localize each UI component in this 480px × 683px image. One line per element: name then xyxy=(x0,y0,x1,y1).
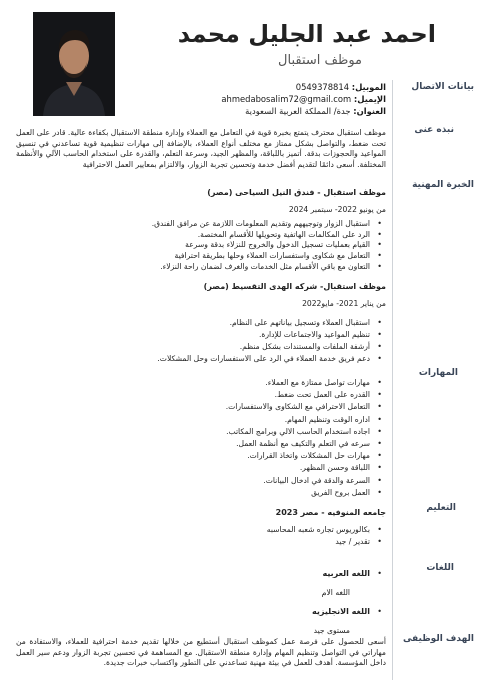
job-title: موظف استقبال- شركه الهدى التقسيط (مصر) xyxy=(203,282,386,291)
candidate-name: احمد عبد الجليل محمد xyxy=(177,20,436,48)
list-item: • بكالوريوس تجاره شعبه المحاسبه xyxy=(267,524,370,536)
language-level: اللغه الام xyxy=(321,588,350,597)
experience-block xyxy=(157,282,386,365)
list-item: • القدره على العمل تحت ضغط. xyxy=(226,389,370,401)
list-item: • اجاده استخدام الحاسب الالي وبرامج المكاتب. xyxy=(226,426,370,438)
list-item: • السرعة والدقة في ادخال البيانات. xyxy=(226,475,370,487)
list-item: • الرد على المكالمات الهاتفية وتحويلها للأقسام المختصة. xyxy=(152,230,370,241)
list-item: • التعامل مع شكاوى واستفسارات العملاء وحلها بطريقة احترافية xyxy=(152,251,370,262)
list-item: • العمل بروح الفريق xyxy=(226,487,370,499)
list-item: • استقبال الزوار وتوجيههم وتقديم المعلومات اللازمة عن مرافق الفندق. xyxy=(152,219,370,230)
contact-block xyxy=(221,81,386,117)
section-title-education: التعليم xyxy=(426,503,456,513)
list-item: • سرعه في التعلم والتكيف مع أنظمة العمل. xyxy=(226,438,370,450)
list-item: • دعم فريق خدمة العملاء في الرد على الاستفسارات وحل المشكلات. xyxy=(157,353,370,365)
language-item xyxy=(312,567,370,599)
section-title-contact: بيانات الاتصال xyxy=(411,82,474,92)
list-item: • التعامل الاحترافي مع الشكاوى والاستفسارات. xyxy=(226,401,370,413)
language-item xyxy=(312,605,370,637)
language-name: • اللغه الانجليزيه xyxy=(312,607,370,616)
experience-block xyxy=(152,188,386,272)
skills-block xyxy=(226,377,386,499)
skills-list xyxy=(226,377,386,499)
job-date: من يناير 2021- مايو2022 xyxy=(302,298,386,308)
mobile-label: الموبيل: xyxy=(351,82,386,92)
education-list xyxy=(267,524,386,548)
list-item: • أرشفة الملفات والمستندات بشكل منظم. xyxy=(157,341,370,353)
contact-address-row xyxy=(221,105,386,117)
profile-photo xyxy=(33,12,115,116)
job-duties-list xyxy=(157,317,386,365)
address-value: جدة/ المملكة العربية السعودية xyxy=(245,106,351,116)
contact-mobile-row xyxy=(221,81,386,93)
list-item: • اللباقة وحسن المظهر. xyxy=(226,462,370,474)
language-name: • اللغه العربيه xyxy=(322,569,370,578)
list-item: • القيام بعمليات تسجيل الدخول والخروج للنزلاء بدقة وسرعة xyxy=(152,240,370,251)
person-photo-icon xyxy=(33,12,115,116)
education-school: جامعه المنوفيه - مصر 2023 xyxy=(275,508,386,517)
section-title-languages: اللغات xyxy=(426,563,454,573)
candidate-title: موظف استقبال xyxy=(278,53,362,68)
section-divider xyxy=(392,80,393,680)
section-title-objective: الهدف الوظيفى xyxy=(402,634,474,644)
email-value[interactable]: ahmedabosalim72@gmail.com xyxy=(221,94,352,104)
list-item: • مهارات تواصل ممتازة مع العملاء. xyxy=(226,377,370,389)
list-item: • مهارات حل المشكلات واتخاذ القرارات. xyxy=(226,450,370,462)
about-paragraph: موظف استقبال محترف يتمتع بخبرة قوية في التعامل مع العملاء وإدارة منطقة الاستقبال بكفاءة عالية. قادر على العمل تحت ضغط، والتواصل بشكل ممتاز مع مختلف أنواع العملاء، بالإضافة إلى مهارات تنظيمية قوية تساعدني في تنسيق المواعيد والحجوزات بدقة. أتميز باللباقة، والمظهر الجيد، وسرعة التعلم، والقدرة على استخدام الحاسب الآلي والأنظمة المختلفة. أسعى دائمًا لتقديم أفضل خدمة وتحسين تجربة الزوار، والالتزام بمعايير العمل الاحترافية xyxy=(16,128,386,169)
mobile-value[interactable]: 0549378814 xyxy=(295,82,350,92)
address-label: العنوان: xyxy=(353,106,386,116)
languages-list xyxy=(312,567,386,637)
objective-paragraph: أسعى للحصول على فرصة عمل كموظف استقبال أستطيع من خلالها تقديم خدمة احترافية للعملاء، والاستفادة من مهاراتي في التواصل وتنظيم المهام وإدارة منطقة الاستقبال. مع المساهمة في تحسين تجربة الزوار ودعم سير العمل داخل المؤسسة. أهدف للعمل في بيئة مهنية تساعدني على التطور واكتساب خبرات جديدة. xyxy=(16,637,386,668)
language-level: مستوى جيد xyxy=(313,626,350,635)
section-title-about: نبذه عنى xyxy=(414,125,454,135)
job-title: موظف استقبال - فندق النيل السياحى (مصر) xyxy=(207,188,386,197)
list-item: • التعاون مع باقي الأقسام مثل الخدمات والغرف لضمان راحة النزلاء. xyxy=(152,262,370,273)
job-date: من يونيو 2022- سبتمبر 2024 xyxy=(288,204,386,214)
languages-block xyxy=(312,567,386,637)
education-block xyxy=(267,508,386,548)
contact-email-row xyxy=(221,93,386,105)
list-item: • تنظيم المواعيد والاجتماعات للإدارة. xyxy=(157,329,370,341)
list-item: • استقبال العملاء وتسجيل بياناتهم على النظام. xyxy=(157,317,370,329)
section-title-skills: المهارات xyxy=(418,368,458,378)
job-duties-list xyxy=(152,219,386,272)
list-item: • تقدير / جيد xyxy=(267,536,370,548)
email-label: الإيميل: xyxy=(353,94,386,104)
list-item: • اداره الوقت وتنظيم المهام. xyxy=(226,414,370,426)
section-title-experience: الخبرة المهنية xyxy=(412,180,474,190)
